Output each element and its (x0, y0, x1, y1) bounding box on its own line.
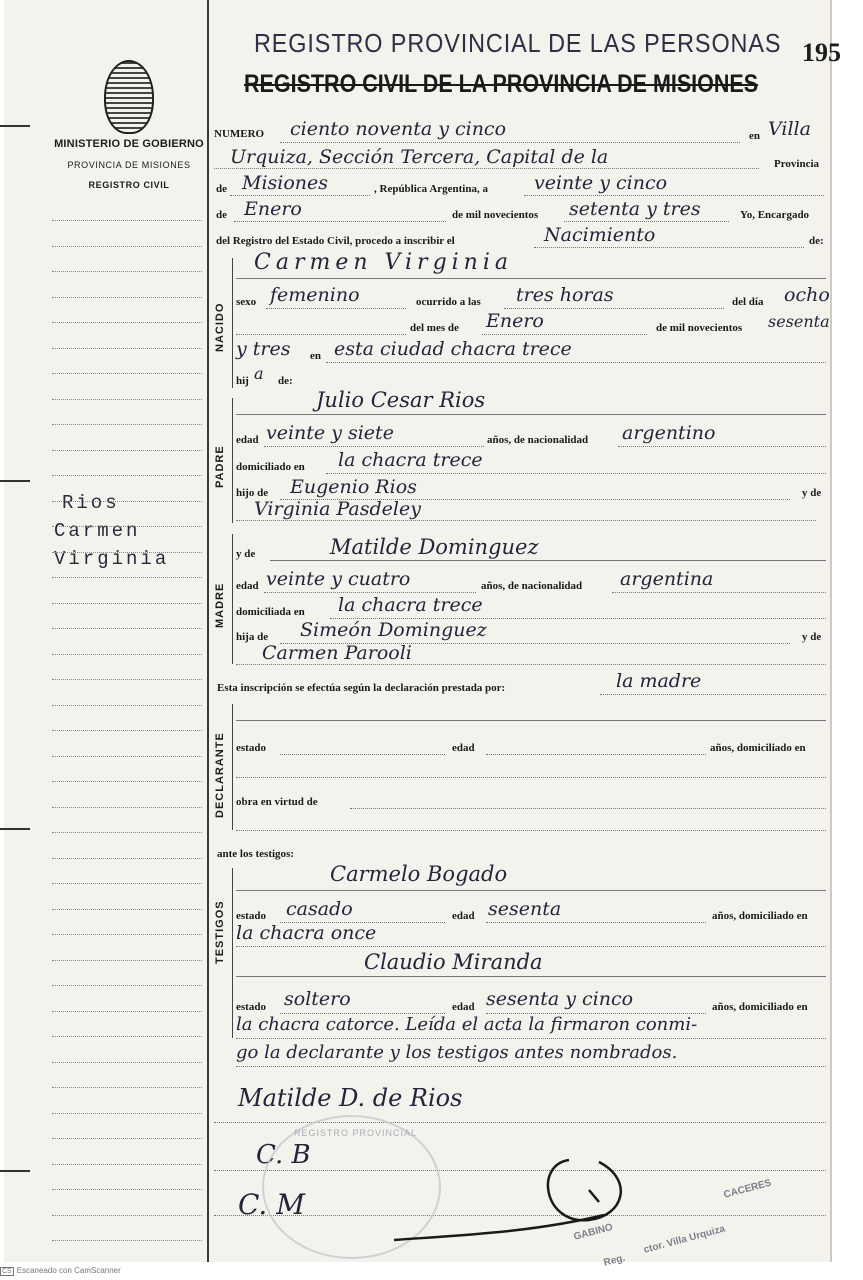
en-label: en (749, 130, 760, 142)
margin-ruled-line (52, 807, 202, 808)
binding-mark (0, 480, 30, 482)
binding-mark (0, 125, 30, 127)
t1-signature: C. B (256, 1140, 311, 1170)
t1-dom: la chacra once (236, 922, 377, 944)
padre-padre: Eugenio Rios (290, 476, 417, 498)
margin-ruled-line (52, 552, 202, 553)
sexo-label: sexo (236, 296, 257, 308)
margin-ruled-line (52, 1113, 202, 1114)
anio-label: de mil novecientos (656, 322, 743, 334)
t2-name-line (236, 976, 826, 977)
t2-dom-line (236, 1038, 826, 1039)
registro-label: del Registro del Estado Civil, procedo a inscribir el (216, 235, 455, 247)
margin-ruled-line (52, 909, 202, 910)
t2-dom2-line (236, 1066, 826, 1067)
padre-edad: veinte y siete (266, 422, 394, 444)
t2-estado-label: estado (236, 1001, 266, 1013)
section-padre: PADRE (214, 445, 226, 488)
margin-ruled-line (52, 985, 202, 986)
year-line (564, 221, 729, 222)
declarante-edad-line (486, 754, 706, 755)
official-office: ctor. Villa Urquiza (642, 1223, 727, 1256)
place-value: Urquiza, Sección Tercera, Capital de la (230, 146, 609, 168)
margin-ruled-line (52, 960, 202, 961)
declarante-anios-label: años, domiciliado en (710, 742, 806, 754)
t2-dom2: go la declarante y los testigos antes nombrados. (236, 1042, 678, 1063)
official-name: GABINO (572, 1221, 615, 1243)
declarante-extra-line (236, 830, 826, 831)
margin-ruled-line (52, 1164, 202, 1165)
registry-name: REGISTRO CIVIL (88, 180, 170, 190)
margin-ruled-line (52, 756, 202, 757)
province-value: Misiones (242, 172, 329, 194)
madre-dom: la chacra trece (338, 594, 483, 616)
section-declarante: DECLARANTE (214, 732, 226, 818)
ocurrido-label: ocurrido a las (416, 296, 481, 308)
margin-ruled-line (52, 883, 202, 884)
madre-yde2-label: y de (802, 631, 822, 643)
binding-mark (0, 828, 30, 830)
margin-ruled-line (52, 1189, 202, 1190)
nacido-name: Carmen Virginia (254, 250, 514, 275)
sexo-value: femenino (270, 284, 360, 306)
official-title: Reg. (602, 1252, 627, 1269)
padre-name-line (236, 414, 826, 415)
margin-ruled-line (52, 705, 202, 706)
padre-madre: Virginia Pasdeley (254, 498, 421, 520)
declarante-estado-line (280, 754, 445, 755)
margin-ruled-line (52, 730, 202, 731)
margin-ruled-line (52, 399, 202, 400)
official-signature-icon (384, 1140, 684, 1250)
margin-ruled-line (52, 1240, 202, 1241)
signature-line-1 (214, 1122, 826, 1123)
margin-ruled-line (52, 654, 202, 655)
padre-name: Julio Cesar Rios (316, 388, 486, 412)
margin-ruled-line (52, 603, 202, 604)
hijo-de-label: de: (278, 375, 293, 387)
yo-label: Yo, Encargado (740, 209, 810, 221)
margin-note-first-name: Carmen (54, 520, 141, 542)
margin-ruled-line (52, 475, 202, 476)
province-line (230, 195, 370, 196)
lugar-value: esta ciudad chacra trece (334, 338, 572, 360)
t1-edad: sesenta (488, 898, 562, 920)
mes-label: del mes de (410, 322, 459, 334)
binding-mark (0, 1170, 30, 1172)
margin-ruled-line (52, 832, 202, 833)
margin-ruled-line (52, 271, 202, 272)
de3-label: de: (809, 235, 824, 247)
madre-madre-line (236, 664, 826, 665)
page-number: 195 (802, 38, 841, 67)
madre-nac-label: años, de nacionalidad (481, 580, 583, 592)
official-surname: CACERES (722, 1177, 773, 1201)
t2-name: Claudio Miranda (364, 950, 543, 974)
padre-nac-label: años, de nacionalidad (487, 434, 589, 446)
numero-line (280, 142, 740, 143)
mes-blank-line (236, 334, 406, 335)
province-name: PROVINCIA DE MISIONES (67, 160, 191, 170)
numero-label: NUMERO (214, 128, 265, 140)
anio-continuation: y tres (236, 338, 291, 360)
madre-nac: argentina (620, 568, 714, 590)
declarante-edad-label: edad (452, 742, 475, 754)
year-value: setenta y tres (569, 198, 701, 220)
mes-value: Enero (486, 310, 544, 332)
margin-ruled-line (52, 424, 202, 425)
madre-name-line (270, 560, 826, 561)
declarante-signature: Matilde D. de Rios (238, 1084, 463, 1112)
lugar-label: en (310, 350, 321, 362)
numero-value: ciento noventa y cinco (290, 118, 507, 140)
mes-line (482, 334, 647, 335)
madre-hija-label: hija de (236, 631, 269, 643)
madre-edad: veinte y cuatro (266, 568, 411, 590)
margin-ruled-line (52, 322, 202, 323)
t2-edad: sesenta y cinco (486, 988, 634, 1010)
act-value: Nacimiento (544, 224, 656, 246)
declarante-obra-label: obra en virtud de (236, 796, 318, 808)
declarante-obra-line (350, 808, 826, 809)
hora-line (504, 308, 724, 309)
padre-edad-line (264, 446, 484, 447)
header-title: REGISTRO PROVINCIAL DE LAS PERSONAS (254, 28, 782, 58)
padre-madre-line (236, 520, 816, 521)
seal-text: REGISTRO PROVINCIAL (294, 1128, 418, 1138)
year-label: de mil novecientos (452, 209, 539, 221)
declarante-dom-line (236, 777, 826, 778)
margin-ruled-line (52, 577, 202, 578)
registry-page (4, 0, 841, 1269)
day-value: veinte y cinco (534, 172, 668, 194)
hora-value: tres horas (516, 284, 614, 306)
madre-nac-line (612, 592, 826, 593)
header-title-struck: REGISTRO CIVIL DE LA PROVINCIA DE MISIONES (244, 70, 759, 98)
sexo-line (266, 308, 406, 309)
padre-yde-label: y de (802, 487, 822, 499)
madre-name: Matilde Dominguez (330, 535, 539, 559)
scanner-watermark (0, 1266, 121, 1276)
t1-edad-line (486, 922, 706, 923)
padre-hijo-label: hijo de (236, 487, 269, 499)
t1-anios-label: años, domiciliado en (712, 910, 808, 922)
nacido-name-line (236, 278, 826, 279)
t2-signature: C. M (238, 1188, 305, 1221)
lugar-line (326, 362, 826, 363)
t2-anios-label: años, domiciliado en (712, 1001, 808, 1013)
de-label: de (216, 183, 227, 195)
margin-ruled-line (52, 1036, 202, 1037)
margin-ruled-line (52, 450, 202, 451)
republica-label: , República Argentina, a (374, 183, 488, 195)
padre-edad-label: edad (236, 434, 259, 446)
testigos-bracket (232, 868, 233, 1038)
left-margin-column (4, 0, 204, 1262)
padre-nac: argentino (622, 422, 716, 444)
margin-ruled-line (52, 297, 202, 298)
madre-edad-line (264, 592, 476, 593)
section-madre: MADRE (214, 582, 226, 628)
provincia-label: Provincia (774, 158, 820, 170)
padre-dom: la chacra trece (338, 449, 483, 471)
column-divider (207, 0, 209, 1262)
margin-ruled-line (52, 934, 202, 935)
t1-edad-label: edad (452, 910, 475, 922)
margin-ruled-line (52, 373, 202, 374)
margin-ruled-line (52, 858, 202, 859)
dia-label: del día (732, 296, 764, 308)
month-line (234, 221, 446, 222)
en-value: Villa (768, 118, 811, 140)
section-nacido: NACIDO (214, 302, 226, 352)
t1-dom-line (236, 946, 826, 947)
madre-yde-label: y de (236, 548, 256, 560)
margin-ruled-line (52, 1138, 202, 1139)
day-line (524, 195, 824, 196)
margin-ruled-line (52, 348, 202, 349)
t1-name-line (236, 890, 826, 891)
margin-ruled-line (52, 1062, 202, 1063)
margin-note-middle-name: Virginia (54, 548, 170, 570)
t1-estado: casado (286, 898, 353, 920)
declarante-name-line (236, 720, 826, 721)
margin-ruled-line (52, 1011, 202, 1012)
t2-dom: la chacra catorce. Leída el acta la firmaron conmi- (236, 1014, 698, 1035)
margin-ruled-line (52, 501, 202, 502)
scanner-text: Escaneado con CamScanner (16, 1266, 121, 1275)
madre-edad-label: edad (236, 580, 259, 592)
camscanner-icon: CS (2, 1268, 12, 1275)
coat-of-arms-icon (104, 60, 154, 134)
margin-ruled-line (52, 781, 202, 782)
margin-ruled-line (52, 679, 202, 680)
t2-estado: soltero (284, 988, 351, 1010)
t1-estado-label: estado (236, 910, 266, 922)
declaracion-label: Esta inscripción se efectúa según la declaración prestada por: (217, 682, 506, 694)
declarante-bracket (232, 704, 233, 830)
padre-bracket (232, 398, 233, 523)
margin-ruled-line (52, 526, 202, 527)
padre-nac-line (618, 446, 826, 447)
t1-name: Carmelo Bogado (330, 862, 508, 886)
declaracion-value: la madre (616, 670, 702, 692)
declaracion-line (600, 694, 826, 695)
margin-ruled-line (52, 628, 202, 629)
t2-edad-label: edad (452, 1001, 475, 1013)
anio-value: sesenta (768, 312, 830, 331)
hijo-value: a (254, 364, 264, 383)
madre-bracket (232, 534, 233, 664)
madre-padre: Simeón Dominguez (300, 619, 487, 641)
margin-note-surname: Rios (62, 492, 120, 514)
nacido-bracket (232, 258, 233, 388)
margin-ruled-line (52, 1087, 202, 1088)
month-value: Enero (244, 198, 302, 220)
margin-ruled-line (52, 1215, 202, 1216)
margin-ruled-line (52, 220, 202, 221)
place-line (214, 168, 759, 169)
margin-ruled-line (52, 246, 202, 247)
padre-dom-label: domiciliado en (236, 461, 305, 473)
padre-dom-line (326, 473, 826, 474)
dia-value: ocho (784, 284, 830, 306)
madre-dom-label: domiciliada en (236, 606, 305, 618)
hijo-label: hij (236, 375, 249, 387)
declarante-estado-label: estado (236, 742, 266, 754)
section-testigos: TESTIGOS (214, 900, 226, 964)
act-line (534, 247, 804, 248)
madre-madre: Carmen Parooli (262, 642, 412, 664)
ministry-name: MINISTERIO DE GOBIERNO (54, 138, 204, 150)
testigos-intro: ante los testigos: (217, 848, 294, 860)
de2-label: de (216, 209, 227, 221)
